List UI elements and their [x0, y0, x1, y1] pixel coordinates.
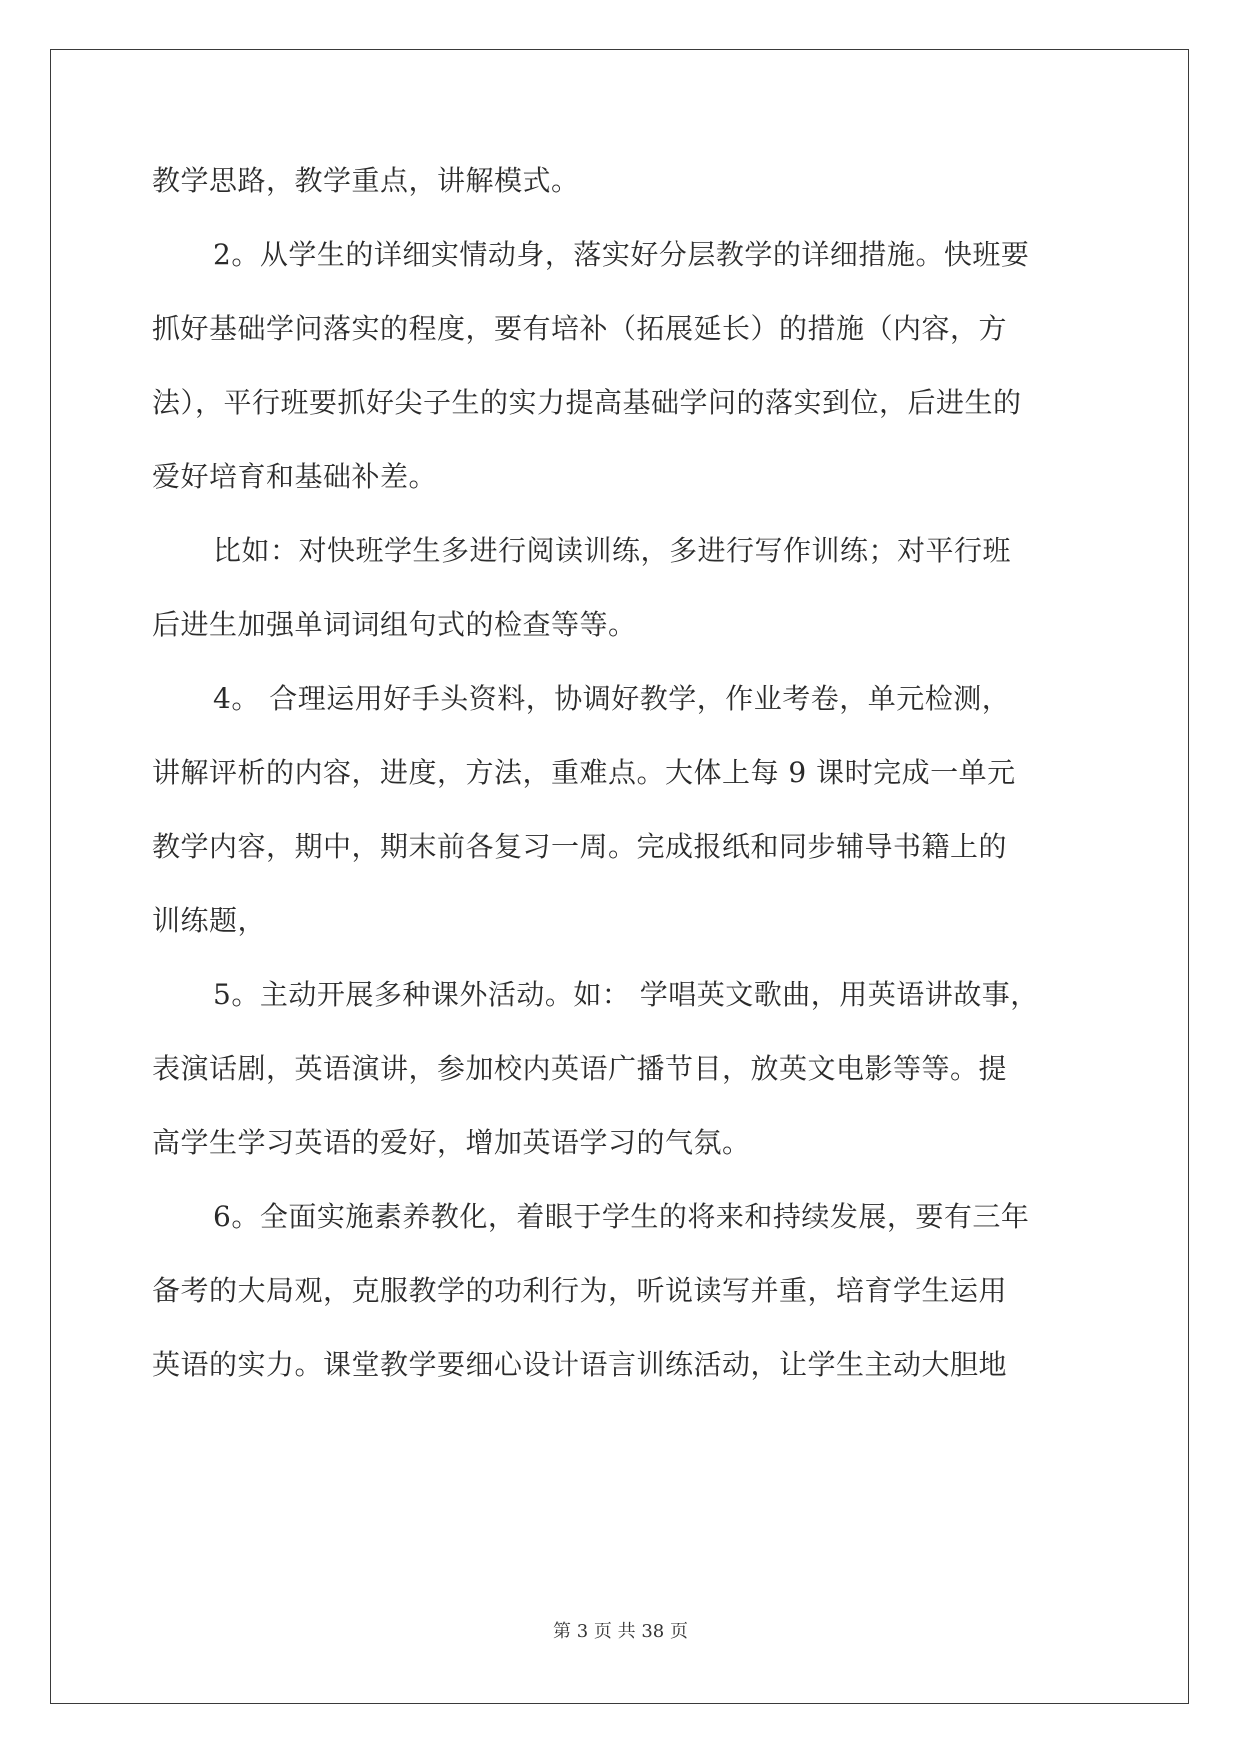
- text-line: 2。从学生的详细实情动身，落实好分层教学的详细措施。快班要: [213, 238, 1030, 271]
- text-line: 法），平行班要抓好尖子生的实力提高基础学问的落实到位，后进生的: [152, 386, 1022, 419]
- text-line: 训练题，: [152, 904, 267, 937]
- text-line: 高学生学习英语的爱好，增加英语学习的气氛。: [152, 1126, 751, 1159]
- text-line: 教学内容，期中，期末前各复习一周。完成报纸和同步辅导书籍上的: [152, 830, 1008, 863]
- text-line: 抓好基础学问落实的程度，要有培补（拓展延长）的措施（内容，方: [152, 312, 1008, 345]
- text-line: 讲解评析的内容，进度，方法，重难点。大体上每 9 课时完成一单元: [152, 756, 1016, 789]
- text-line: 后进生加强单词词组句式的检查等等。: [152, 608, 637, 641]
- page-border: [50, 49, 1189, 1704]
- text-line: 爱好培育和基础补差。: [152, 460, 438, 493]
- text-line: 比如：对快班学生多进行阅读训练，多进行写作训练；对平行班: [213, 534, 1012, 567]
- text-line: 4。 合理运用好手头资料，协调好教学，作业考卷，单元检测，: [213, 682, 1011, 715]
- text-line: 5。主动开展多种课外活动。如： 学唱英文歌曲，用英语讲故事，: [213, 978, 1039, 1011]
- text-line: 英语的实力。课堂教学要细心设计语言训练活动，让学生主动大胆地: [152, 1348, 1008, 1381]
- text-line: 教学思路，教学重点，讲解模式。: [152, 164, 580, 197]
- page-number: 第 3 页 共 38 页: [553, 1621, 688, 1642]
- text-line: 6。全面实施素养教化，着眼于学生的将来和持续发展，要有三年: [213, 1200, 1030, 1233]
- text-line: 表演话剧，英语演讲，参加校内英语广播节目，放英文电影等等。提: [152, 1052, 1008, 1085]
- text-line: 备考的大局观，克服教学的功利行为，听说读写并重，培育学生运用: [152, 1274, 1008, 1307]
